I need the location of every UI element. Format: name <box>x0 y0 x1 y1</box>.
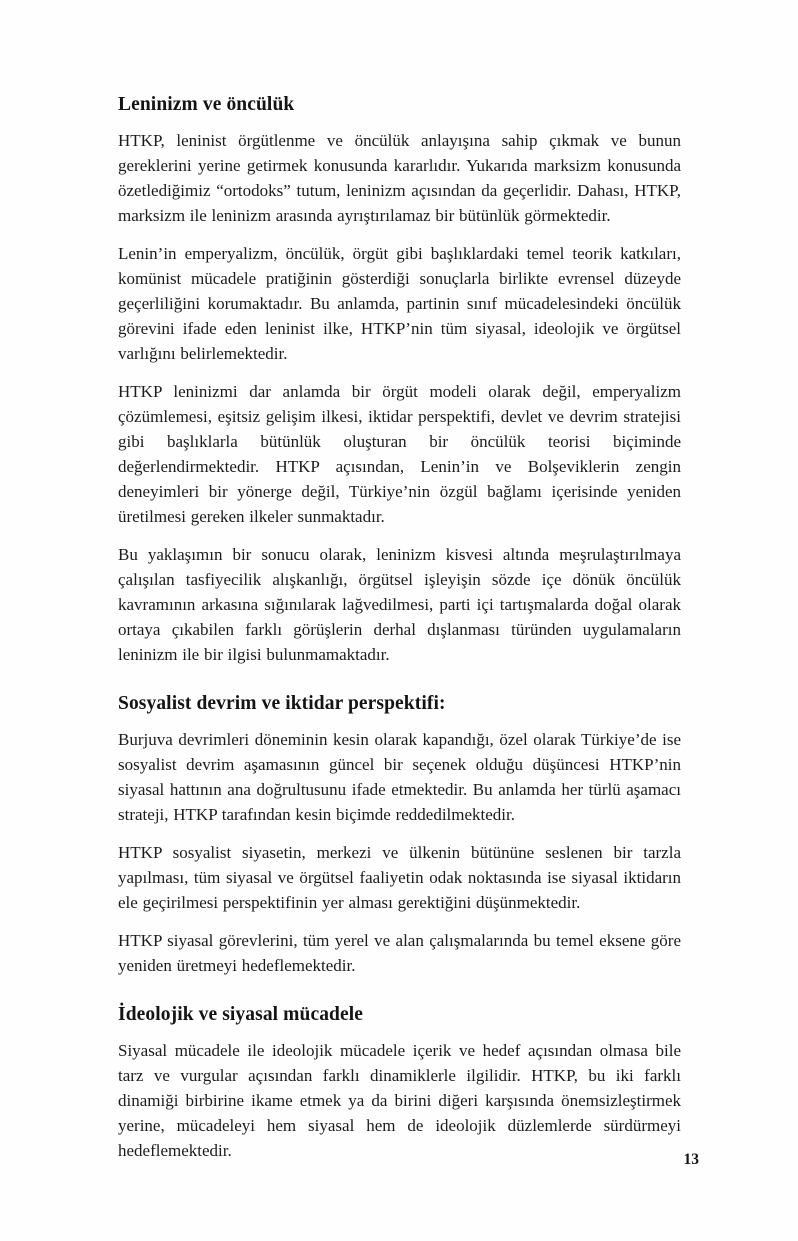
body-paragraph: Burjuva devrimleri döneminin kesin olarak kapandığı, özel olarak Türkiye’de ise sosyalist devrim aşamasının güncel bir seçenek olduğu düşüncesi HTKP’nin siyasal hattının ana doğrultusunu ifade etmektedir. Bu anlamda her türlü aşamacı strateji, HTKP tarafından kesin biçimde reddedilmektedir. <box>118 730 681 824</box>
body-paragraph: Bu yaklaşımın bir sonucu olarak, leninizm kisvesi altında meşrulaştırılmaya çalışılan tasfiyecilik alışkanlığı, örgütsel işleyişin sözde içe dönük öncülük kavramının arkasına sığınılarak lağvedilmesi, parti içi tartışmalarda doğal olarak ortaya çıkabilen farklı görüşlerin derhal dışlanması türünden uygulamaların leninizm ile bir ilgisi bulunmamaktadır. <box>118 545 681 664</box>
section-heading: Sosyalist devrim ve iktidar perspektifi: <box>118 693 446 714</box>
section-sosyalist-devrim <box>118 693 681 978</box>
section-heading: İdeolojik ve siyasal mücadele <box>118 1004 364 1025</box>
page-number: 13 <box>683 1151 699 1168</box>
body-paragraph: Siyasal mücadele ile ideolojik mücadele içerik ve hedef açısından olmasa bile tarz ve vurgular açısından farklı dinamiklerle ilgilidir. HTKP, bu iki farklı dinamiği birbirine ikame etmek ya da birini diğeri karşısında önemsizleştirmek yerine, mücadeleyi hem siyasal hem de ideolojik düzlemlerde sürdürmeyi hedeflemektedir. <box>118 1041 681 1160</box>
body-paragraph: Lenin’in emperyalizm, öncülük, örgüt gibi başlıklardaki temel teorik katkıları, komünist mücadele pratiğinin gösterdiği sonuçlarla birlikte evrensel düzeyde geçerliliğini korumaktadır. Bu anlamda, partinin sınıf mücadelesindeki öncülük görevini ifade eden leninist ilke, HTKP’nin tüm siyasal, ideolojik ve örgütsel varlığını belirlemektedir. <box>118 244 681 363</box>
page-content <box>118 94 681 1176</box>
body-paragraph: HTKP siyasal görevlerini, tüm yerel ve alan çalışmalarında bu temel eksene göre yeniden üretmeyi hedeflemektedir. <box>118 931 681 975</box>
section-heading: Leninizm ve öncülük <box>118 94 295 115</box>
body-paragraph: HTKP sosyalist siyasetin, merkezi ve ülkenin bütününe seslenen bir tarzla yapılması, tüm siyasal ve örgütsel faaliyetin odak noktasında ise siyasal iktidarın ele geçirilmesi perspektifinin yer alması gerektiğini düşünmektedir. <box>118 843 681 912</box>
body-paragraph: HTKP, leninist örgütlenme ve öncülük anlayışına sahip çıkmak ve bunun gereklerini yerine getirmek konusunda kararlıdır. Yukarıda marksizm konusunda özetlediğimiz “ortodoks” tutum, leninizm açısından da geçerlidir. Dahası, HTKP, marksizm ile leninizm arasında ayrıştırılamaz bir bütünlük görmektedir. <box>118 131 681 225</box>
body-paragraph: HTKP leninizmi dar anlamda bir örgüt modeli olarak değil, emperyalizm çözümlemesi, eşitsiz gelişim ilkesi, iktidar perspektifi, devlet ve devrim stratejisi gibi başlıklarla bütünlük oluşturan bir öncülük teorisi biçiminde değerlendirmektedir. HTKP açısından, Lenin’in ve Bolşeviklerin zengin deneyimleri bir yönerge değil, Türkiye’nin özgül bağlamı içerisinde yeniden üretilmesi gereken ilkeler sunmaktadır. <box>118 382 681 526</box>
section-leninizm <box>118 94 681 667</box>
section-ideolojik-mucadele <box>118 1004 681 1163</box>
